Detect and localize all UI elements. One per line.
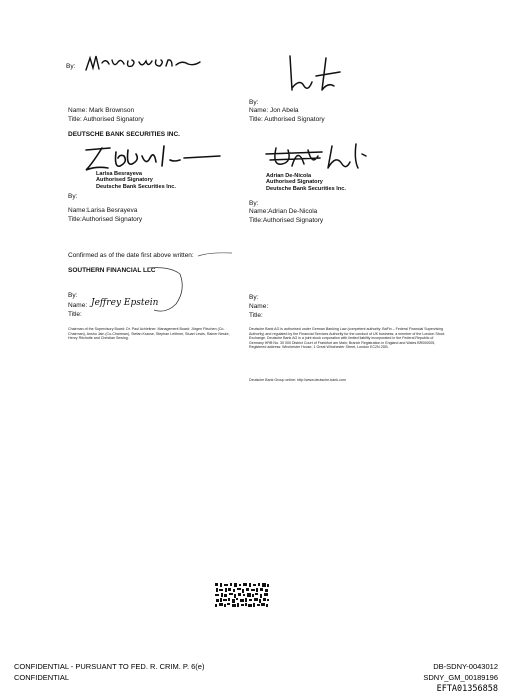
southern-financial-heading: SOUTHERN FINANCIAL LLC <box>68 267 156 274</box>
stamp-left-title: Authorised Signatory <box>96 177 153 184</box>
stamp-right-company: Deutsche Bank Securities Inc. <box>266 185 346 192</box>
barcode-image <box>214 582 270 608</box>
fine-print-regulatory: Deutsche Bank AG is authorised under German Banking Law (competent authority: BaFin – Federal Financial Supervising Authority) and regulated by the Financial Services Authority for the conduct of UK business; a member of the London Stock Exchange. Deutsche Bank AG is a joint stock corporation with limited liability incorporated in the Federal Republic of Germany HRB No. 30 000 District Court of Frankfurt am Main; Branch Registration in England and Wales BR000005, Registered address: Winchester House, 1 Great Winchester Street, London EC2N 2DB. <box>249 327 445 350</box>
name-dbsi-right: Name:Adrian De-Nicola <box>249 208 318 215</box>
title-top-left: Title: Authorised Signatory <box>68 116 144 123</box>
footer-bates-db: DB-SDNY-0043012 <box>433 662 498 671</box>
stamp-right-title: Authorised Signatory <box>266 179 323 186</box>
name-top-right: Name: Jon Abela <box>249 107 299 114</box>
stamp-right-name: Adrian De-Nicola <box>266 173 312 179</box>
footer-confidential-rule: CONFIDENTIAL - PURSUANT TO FED. R. CRIM. P. 6(e) <box>14 662 205 671</box>
signature-jon-abela <box>282 52 352 96</box>
title-label-confirm-right: Title: <box>249 312 263 319</box>
footer-bates-efta: EFTA01356858 <box>436 684 498 694</box>
by-label-top-right: By: <box>249 99 259 106</box>
title-dbsi-right: Title:Authorised Signatory <box>249 217 324 224</box>
fine-print-board: Chairman of the Supervisory Board: Dr. Paul Achleitner. Management Board: Jürgen Fitschen (Co-Chairman), Anshu Jain (Co-Chairman), Stefan Krause, Stephan Leithner, Stuart Lewis, Rainer Neske, Henry Ritchotte and Christian Sewing. <box>68 327 230 341</box>
confirm-line-stroke <box>198 250 234 260</box>
by-label-dbsi-left: By: <box>68 193 78 200</box>
stamp-left-company: Deutsche Bank Securities Inc. <box>96 183 176 190</box>
name-label-confirm-right: Name: <box>249 303 269 310</box>
by-label-confirm-left: By: <box>68 292 78 299</box>
by-label-top-left: By: <box>66 63 76 70</box>
by-label-dbsi-right: By: <box>249 200 259 207</box>
footer-confidential: CONFIDENTIAL <box>14 673 70 682</box>
stamp-left-name: Larisa Besrayeva <box>96 171 143 177</box>
name-top-left: Name: Mark Brownson <box>68 107 135 114</box>
title-dbsi-left: Title:Authorised Signatory <box>68 216 143 223</box>
name-dbsi-left: Name:Larisa Besrayeva <box>68 207 138 214</box>
handwritten-name-confirm-left: Jeffrey Epstein <box>91 298 159 308</box>
signature-loop-mark <box>140 264 190 320</box>
by-label-confirm-right: By: <box>249 294 259 301</box>
title-label-confirm-left: Title: <box>68 311 82 318</box>
dbsi-heading: DEUTSCHE BANK SECURITIES INC. <box>68 131 180 138</box>
title-top-right: Title: Authorised Signatory <box>249 116 325 123</box>
signature-mark-brownson <box>84 50 214 76</box>
footer-bates-sdny: SDNY_GM_00189196 <box>423 673 498 682</box>
signature-adrian-de-nicola <box>262 140 412 174</box>
name-label-confirm-left: Name: <box>68 302 88 309</box>
fine-print-online: Deutsche Bank Group online: http://www.deutsche-bank.com <box>249 378 346 382</box>
confirm-text: Confirmed as of the date first above written: <box>68 252 194 259</box>
